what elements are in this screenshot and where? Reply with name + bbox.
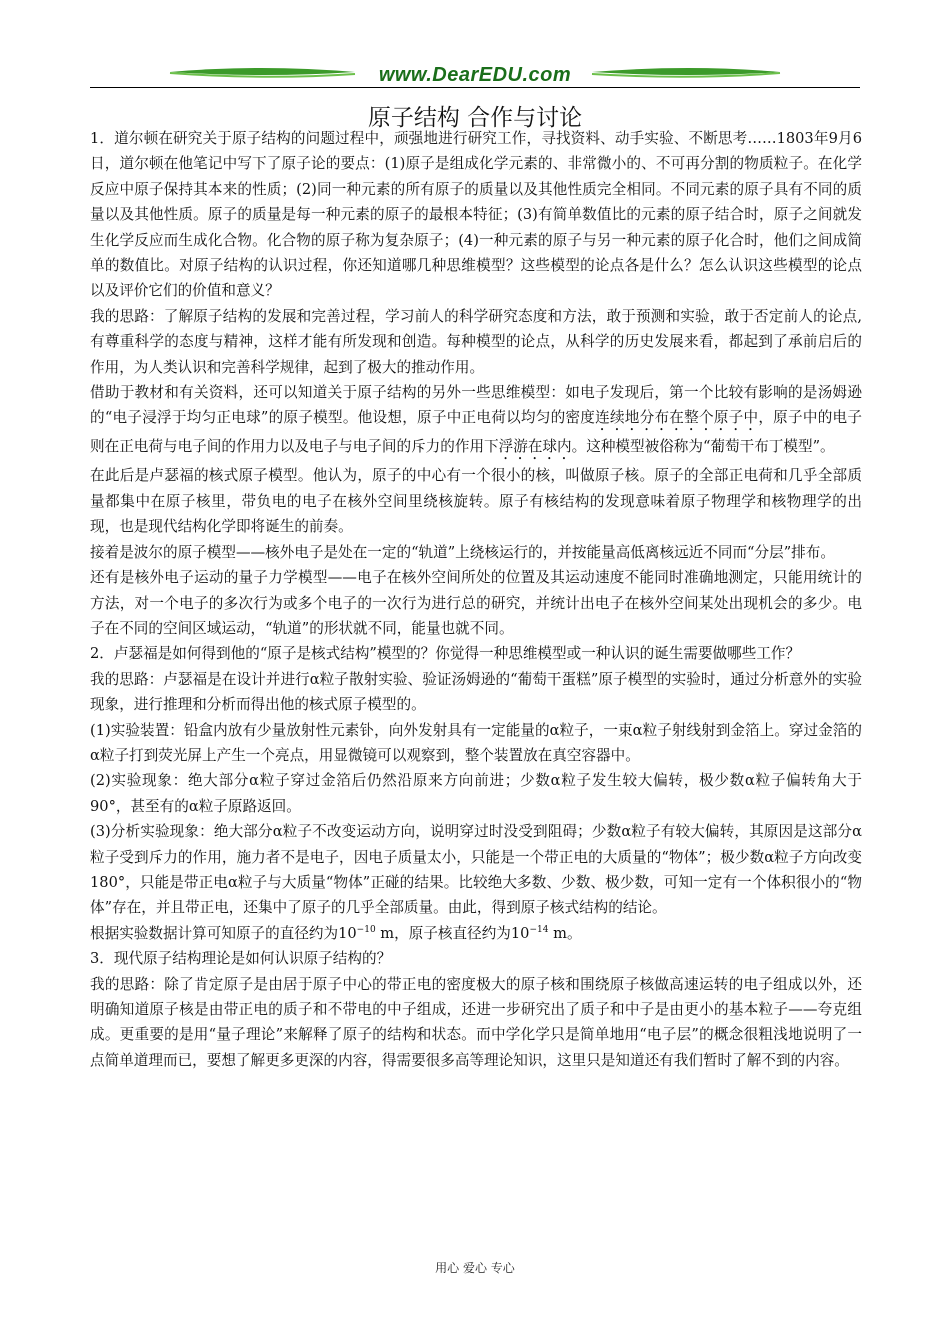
paragraph-diameter: 根据实验数据计算可知原子的直径约为$10^{-10}$ m，原子核直径约为$10^{-14}$ m。 [90, 924, 582, 942]
site-logo-text: www.DearEDU.com [378, 64, 572, 86]
site-header-banner [90, 60, 860, 94]
page-footer: 用心 爱心 专心 [435, 1261, 515, 1275]
paragraph-apparatus: (1)实验装置：铅盒内放有少量放射性元素钋，向外发射具有一定能量的α粒子，一束α粒子射线射到金箔上。穿过金箔的α粒子打到荧光屏上产生一个亮点，用显微镜可以观察到，整个装置放在真空容器中。 [90, 721, 862, 764]
paragraph-phenomenon: (2)实验现象：绝大部分α粒子穿过金箔后仍然沿原来方向前进；少数α粒子发生较大偏转，极少数α粒子偏转角大于90°，甚至有的α粒子原路返回。 [90, 772, 862, 815]
emphasized-text: 连续地分布在整个原子中 [595, 409, 759, 427]
emphasized-text: 浮游在球内 [498, 438, 572, 456]
paragraph-rutherford-model: 在此后是卢瑟福的核式原子模型。他认为，原子的中心有一个很小的核，叫做原子核。原子的全部正电荷和几乎全部质量都集中在原子核里，带负电的电子在核外空间里绕核旋转。原子有核结构的发现意味着原子物理学和核物理学的出现，也是现代结构化学即将诞生的前奏。 [90, 467, 862, 536]
header-divider [90, 87, 860, 88]
paragraph-q3: 3．现代原子结构理论是如何认识原子结构的？ [90, 950, 392, 968]
exponent: −10 [356, 924, 376, 935]
paragraph-q2: 2．卢瑟福是如何得到他的“原子是核式结构”模型的？你觉得一种思维模型或一种认识的诞生需要做哪些工作？ [90, 645, 801, 663]
paragraph-thomson-model: 借助于教材和有关资料，还可以知道关于原子结构的另外一些思维模型：如电子发现后，第一个比较有影响的是汤姆逊的“电子浸浮于均匀正电球”的原子模型。他设想，原子中正电荷以均匀的密度连续地分布在整个原子中，原子中的电子则在正电荷与电子间的作用力以及电子与电子间的斥力的作用下浮游在球内。这种模型被俗称为“葡萄干布丁模型”。 [90, 384, 862, 456]
exponent: −14 [529, 924, 549, 935]
paragraph-q1: 1．道尔顿在研究关于原子结构的问题过程中，顽强地进行研究工作，寻找资料、动手实验、不断思考……1803年9月6日，道尔顿在他笔记中写下了原子论的要点：(1)原子是组成化学元素的、非常微小的、不可再分割的物质粒子。在化学反应中原子保持其本来的性质；(2)同一种元素的所有原子的质量以及其他性质完全相同。不同元素的原子具有不同的质量以及其他性质。原子的质量是每一种元素的原子的最根本特征；(3)有简单数值比的元素的原子结合时，原子之间就发生化学反应而生成化合物。化合物的原子称为复杂原子；(4)一种元素的原子与另一种元素的原子化合时，他们之间成简单的数值比。对原子结构的认识过程，你还知道哪几种思维模型？这些模型的论点各是什么？怎么认识这些模型的论点以及评价它们的价值和意义？ [90, 130, 862, 300]
page-title: 原子结构 合作与讨论 [367, 105, 583, 131]
paragraph-bohr-model: 接着是波尔的原子模型——核外电子是处在一定的“轨道”上绕核运行的，并按能量高低离核远近不同而“分层”排布。 [90, 543, 835, 561]
paragraph-quantum-model: 还有是核外电子运动的量子力学模型——电子在核外空间所处的位置及其运动速度不能同时准确地测定，只能用统计的方法，对一个电子的多次行为或多个电子的一次行为进行总的研究，并统计出电子在核外空间某处出现机会的多少。电子在不同的空间区域运动，“轨道”的形状就不同，能量也就不同。 [90, 569, 862, 637]
paragraph-thought-3: 我的思路：除了肯定原子是由居于原子中心的带正电的密度极大的原子核和围绕原子核做高速运转的电子组成以外，还明确知道原子核是由带正电的质子和不带电的中子组成，还进一步研究出了质子和中子是由更小的基本粒子——夸克组成。更重要的是用“量子理论”来解释了原子的结构和状态。而中学化学只是简单地用“电子层”的概念很粗浅地说明了一点简单道理而已，要想了解更多更深的内容，得需要很多高等理论知识，这里只是知道还有我们暂时了解不到的内容。 [90, 975, 862, 1069]
paragraph-thought-1: 我的思路：了解原子结构的发展和完善过程，学习前人的科学研究态度和方法，敢于预测和实验，敢于否定前人的论点,有尊重科学的态度与精神，这样才能有所发现和创造。每种模型的论点，从科学的历史发展来看，都起到了承前启后的作用，为人类认识和完善科学规律，起到了极大的推动作用。 [90, 307, 862, 376]
paragraph-thought-2: 我的思路：卢瑟福是在设计并进行α粒子散射实验、验证汤姆逊的“葡萄干蛋糕”原子模型的实验时，通过分析意外的实验现象，进行推理和分析而得出他的核式原子模型的。 [90, 670, 862, 714]
document-body [90, 126, 862, 1073]
paragraph-analysis: (3)分析实验现象：绝大部分α粒子不改变运动方向，说明穿过时没受到阻碍；少数α粒子有较大偏转，其原因是这部分α粒子受到斥力的作用，施力者不是电子，因电子质量太小，只能是一个带正电的大质量的“物体”；极少数α粒子方向改变180°，只能是带正电α粒子与大质量“物体”正碰的结果。比较绝大多数、少数、极少数，可知一定有一个体积很小的“物体”存在，并且带正电，还集中了原子的几乎全部质量。由此，得到原子核式结构的结论。 [90, 823, 862, 917]
